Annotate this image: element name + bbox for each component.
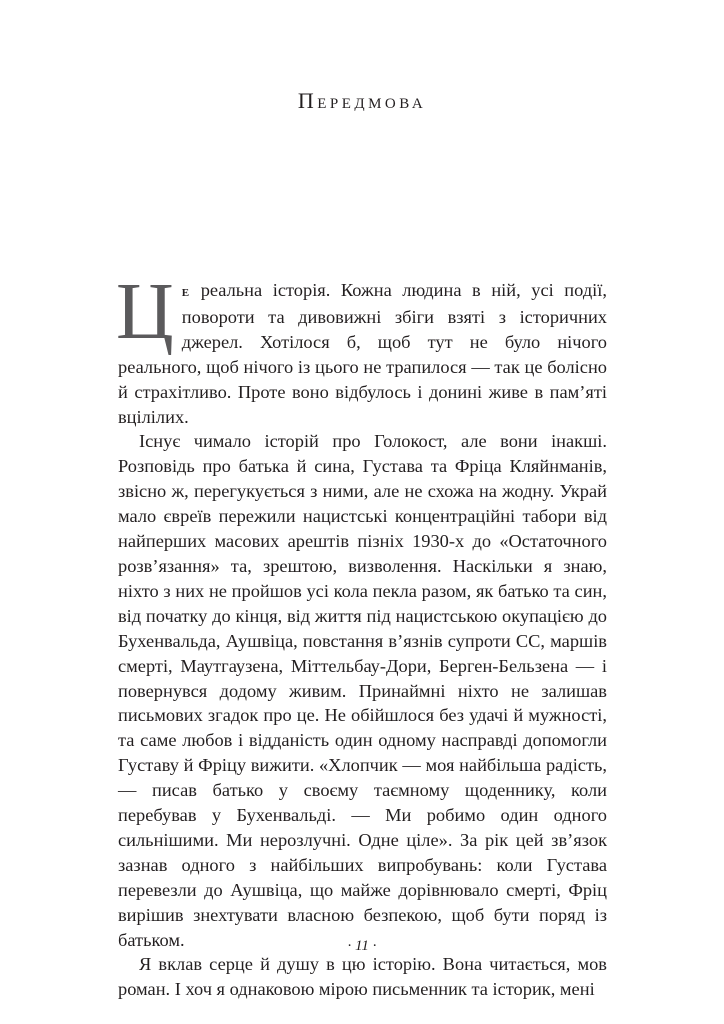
- paragraph-1-text: реальна історія. Кожна людина в ній, усі події, повороти та дивовижні збіги взяті з історичних джерел. Хотілося б, щоб тут не було нічого реального, щоб нічого із цього не трапилося — так це болісно й страхітливо. Проте воно відбулось і донині живе в пам’яті вцілілих.: [118, 280, 607, 427]
- body-text: [116, 268, 607, 1002]
- drop-cap-tail: е: [181, 284, 191, 300]
- chapter-title: Передмова: [297, 88, 427, 113]
- paragraph-2: Існує чимало історій про Голокост, але вони інакші. Розповідь про батька й сина, Густава та Фріца Кляйнманів, звісно ж, перегукується з ними, але не схожа на жодну. Украй мало євреїв пережили нацистські концентраційні табори від найперших масових арештів пізніх 1930-х до «Остаточного розв’язання» та, зрештою, визволення. Наскільки я знаю, ніхто з них не пройшов усі кола пекла разом, як батько та син, від початку до кінця, від життя під нацистською окупацією до Бухенвальда, Аушвіца, повстання в’язнів супроти СС, маршів смерті, Маутгаузена, Міттельбау-Дори, Берген-Бельзена — і повернувся додому живим. Принаймні ніхто не залишав письмових згадок про це. Не обійшлося без удачі й мужності, та саме любов і відданість один одному насправді допомогли Густаву й Фріцу вижити. «Хлопчик — моя найбільша радість, — писав батько у своєму таємному щоденнику, коли перебував у Бухенвальді. — Ми робимо один одного сильнішими. Ми нерозлучні. Одне ціле». За рік цей зв’язок зазнав одного з найбільших випробувань: коли Густава перевезли до Аушвіца, що майже дорівнювало смерті, Фріц вирішив знехтувати власною безпекою, щоб бути поряд із батьком.: [118, 431, 607, 950]
- drop-cap: Ц: [116, 268, 174, 356]
- paragraph-1: [116, 268, 607, 429]
- paragraph-3: Я вклав серце й душу в цю історію. Вона читається, мов роман. І хоч я однаковою мірою письменник та історик, мені: [118, 954, 607, 1000]
- page-number: · 11 ·: [347, 938, 377, 954]
